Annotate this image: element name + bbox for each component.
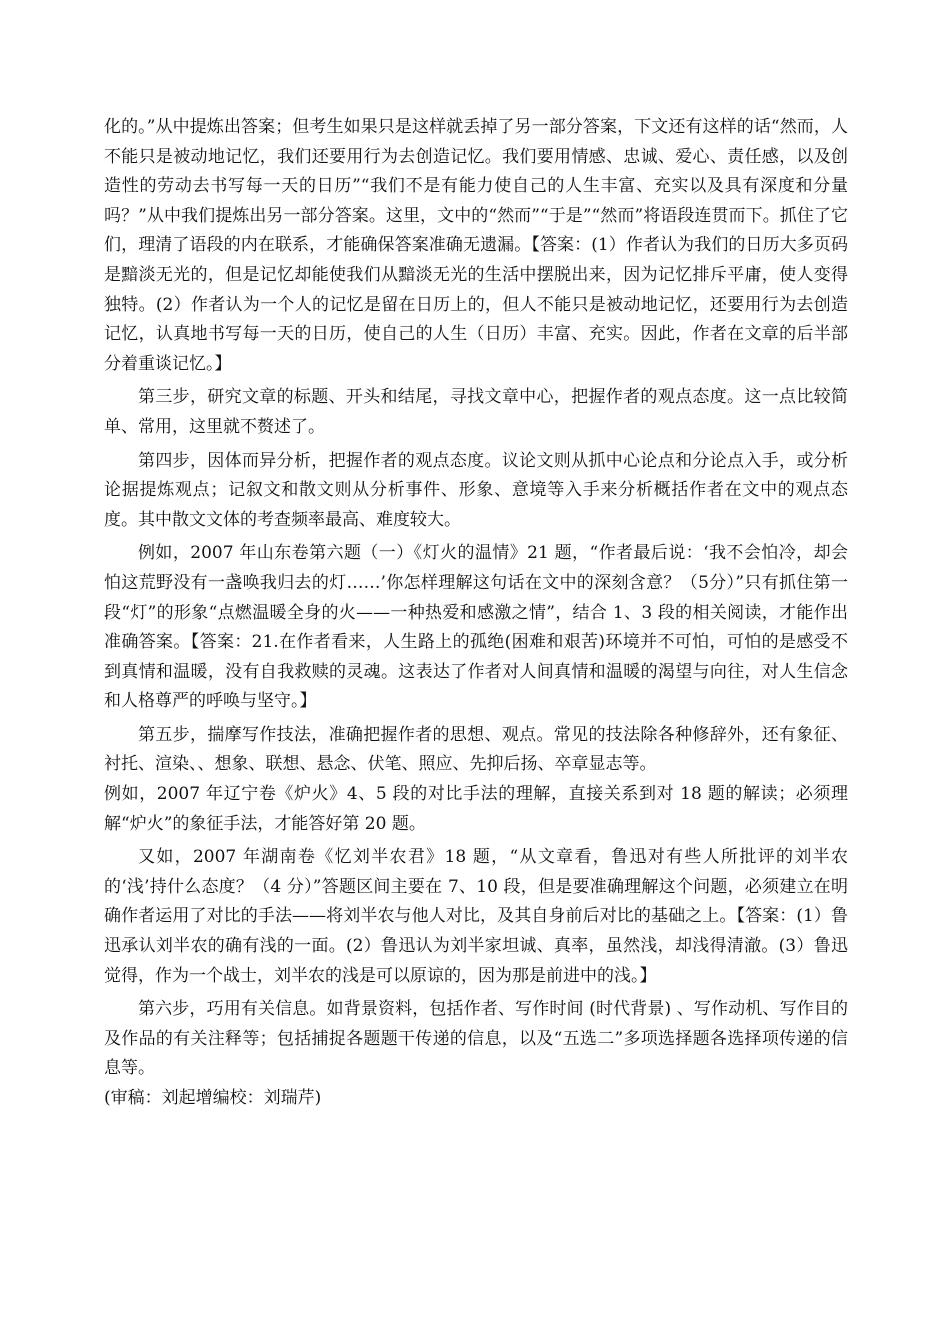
paragraph-step-five: 第五步，揣摩写作技法，准确把握作者的思想、观点。常见的技法除各种修辞外，还有象征、衬托、渲染、、想象、联想、悬念、伏笔、照应、先抑后扬、卒章显志等。	[104, 724, 848, 775]
paragraph-example-liaoning: 例如，2007 年辽宁卷《炉火》4、5 段的对比手法的理解，直接关系到对 18 题的解读；必须理解“炉火”的象征手法，才能答好第 20 题。	[104, 784, 848, 834]
paragraph-step-six: 第六步，巧用有关信息。如背景资料，包括作者、写作时间 (时代背景) 、写作动机、写作目的及作品的有关注释等；包括捕捉各题题干传递的信息，以及“五选二”多项选择题各选择项传递的信息等。	[104, 999, 848, 1079]
paragraph-example-shandong: 例如，2007 年山东卷第六题（一）《灯火的温情》21 题，“作者最后说：‘我不会怕冷，却会怕这荒野没有一盏唤我归去的灯……’你怎样理解这句话在文中的深刻含意？（5分）”只有抓住第一段“灯”的形象“点燃温暖全身的火——一种热爱和感激之情”，结合 1、3 段的相关阅读，才能作出准确答案。【答案：21.在作者看来，人生路上的孤绝(困难和艰苦)环境并不可怕，可怕的是感受不到真情和温暖，没有自我救赎的灵魂。这表达了作者对人间真情和温暖的渴望与向往，对人生信念和人格尊严的呼唤与坚守。】	[104, 543, 848, 712]
paragraph-example-hunan: 又如，2007 年湖南卷《忆刘半农君》18 题，“从文章看，鲁迅对有些人所批评的刘半农的‘浅’持什么态度？（4 分）”答题区间主要在 7、10 段，但是要准确理解这个问题，必须建立在明确作者运用了对比的手法——将刘半农与他人对比，及其自身前后对比的基础之上。【答案：(1）鲁迅承认刘半农的确有浅的一面。(2）鲁迅认为刘半家坦诚、真率，虽然浅，却浅得清澈。(3）鲁迅觉得，作为一个战士，刘半农的浅是可以原谅的，因为那是前进中的浅。】	[104, 847, 848, 986]
paragraph-continuation: 化的。”从中提炼出答案；但考生如果只是这样就丢掉了另一部分答案，下文还有这样的话“然而，人不能只是被动地记忆，我们还要用行为去创造记忆。我们要用情感、忠诚、爱心、责任感，以及创造性的劳动去书写每一天的日历”“我们不是有能力使自己的人生丰富、充实以及具有深度和分量吗？”从中我们提炼出另一部分答案。这里，文中的“然而”“于是”“然而”将语段连贯而下。抓住了它们，理清了语段的内在联系，才能确保答案准确无遗漏。【答案：(1）作者认为我们的日历大多页码是黯淡无光的，但是记忆却能使我们从黯淡无光的生活中摆脱出来，因为记忆排斥平庸，使人变得独特。(2）作者认为一个人的记忆是留在日历上的，但人不能只是被动地记忆，还要用行为去创造记忆，认真地书写每一天的日历，使自己的人生（日历）丰富、充实。因此，作者在文章的后半部分着重谈记忆。】	[104, 117, 848, 374]
paragraph-step-three: 第三步，研究文章的标题、开头和结尾，寻找文章中心，把握作者的观点态度。这一点比较简单、常用，这里就不赘述了。	[104, 387, 848, 437]
paragraph-step-four: 第四步，因体而异分析，把握作者的观点态度。议论文则从抓中心论点和分论点入手，或分析论据提炼观点；记叙文和散文则从分析事件、形象、意境等入手来分析概括作者在文中的观点态度。其中散文文体的考查频率最高、难度较大。	[104, 450, 848, 530]
document-body	[104, 113, 848, 1114]
editor-credit: (审稿：刘起增编校：刘瑞芹)	[104, 1088, 322, 1108]
